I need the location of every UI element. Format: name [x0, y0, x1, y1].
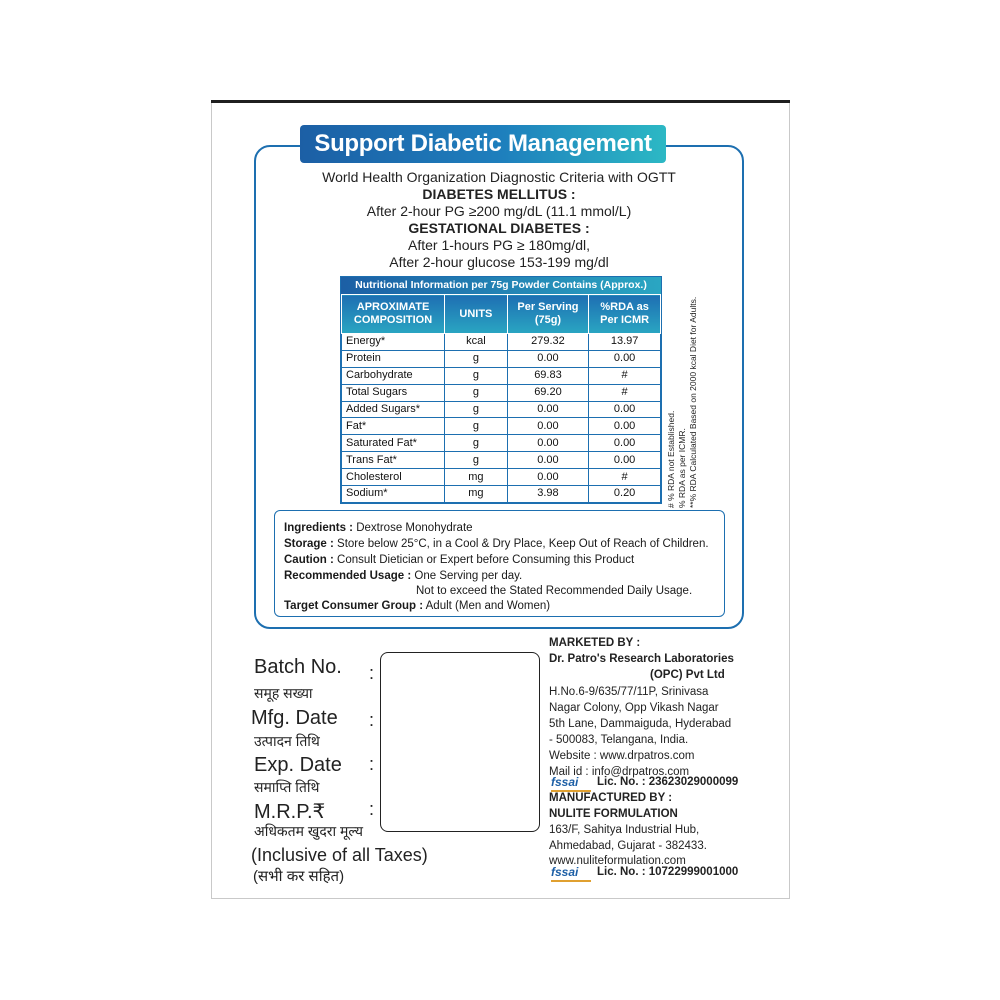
nutrition-row: [342, 334, 661, 351]
mfg-label: Mfg. Date: [251, 707, 338, 729]
nutrient-unit: kcal: [445, 334, 508, 351]
nutrient-name: Trans Fat*: [342, 452, 445, 469]
col-composition: APROXIMATE COMPOSITION: [342, 295, 445, 334]
mrp-label-hindi: अधिकतम खुदरा मूल्य: [254, 823, 363, 839]
batch-details-box: [380, 652, 540, 832]
nutrient-serving: 69.83: [507, 367, 589, 384]
exp-label-hindi: समाप्ति तिथि: [254, 779, 320, 795]
nutrient-serving: 0.00: [507, 418, 589, 435]
col-units: UNITS: [445, 295, 508, 334]
batch-label: Batch No.: [254, 656, 342, 678]
nutrient-name: Energy*: [342, 334, 445, 351]
mrp-label: M.R.P.₹: [254, 801, 326, 823]
nutrient-unit: g: [445, 384, 508, 401]
gd-criteria-1: After 1-hours PG ≥ 180mg/dl,: [408, 237, 590, 253]
mfg-label-hindi: उत्पादन तिथि: [254, 733, 320, 749]
nutrient-serving: 3.98: [507, 486, 589, 503]
nutrient-serving: 279.32: [507, 334, 589, 351]
usage-line: Recommended Usage : One Serving per day.: [284, 570, 523, 582]
nutrient-name: Protein: [342, 350, 445, 367]
nutrient-serving: 0.00: [507, 469, 589, 486]
usage-line-2: Not to exceed the Stated Recommended Daily Usage.: [416, 585, 693, 597]
manufactured-address-2: Ahmedabad, Gujarat - 382433.: [549, 840, 707, 852]
nutrient-unit: g: [445, 401, 508, 418]
nutrition-row: [342, 401, 661, 418]
nutrition-heading: Nutritional Information per 75g Powder Contains (Approx.): [341, 277, 661, 294]
rda-note-1: # % RDA not Established.: [666, 410, 676, 508]
marketed-title: MARKETED BY :: [549, 637, 641, 649]
taxes-label-hindi: (सभी कर सहित): [253, 868, 345, 885]
nutrient-rda: #: [589, 469, 661, 486]
manufactured-website: www.nuliteformulation.com: [549, 855, 686, 867]
marketed-company-2: (OPC) Pvt Ltd: [650, 669, 725, 681]
nutrient-name: Total Sugars: [342, 384, 445, 401]
nutrient-rda: 0.00: [589, 418, 661, 435]
target-line: Target Consumer Group : Adult (Men and Women): [284, 600, 551, 612]
nutrient-unit: g: [445, 452, 508, 469]
manufactured-title: MANUFACTURED BY :: [549, 792, 673, 804]
nutrient-rda: 0.20: [589, 486, 661, 503]
col-per-serving: Per Serving (75g): [507, 295, 589, 334]
marketed-website: Website : www.drpatros.com: [549, 750, 695, 762]
nutrient-rda: 0.00: [589, 435, 661, 452]
rda-footnotes: [666, 282, 706, 508]
nutrient-name: Saturated Fat*: [342, 435, 445, 452]
caution-line: Caution : Consult Dietician or Expert before Consuming this Product: [284, 554, 635, 566]
nutrient-rda: 0.00: [589, 452, 661, 469]
banner-title: Support Diabetic Management: [300, 125, 666, 163]
who-criteria-line: World Health Organization Diagnostic Criteria with OGTT: [322, 169, 676, 185]
nutrition-row: [342, 384, 661, 401]
nutrient-unit: mg: [445, 469, 508, 486]
nutrient-rda: 0.00: [589, 350, 661, 367]
marketed-address-1: H.No.6-9/635/77/11P, Srinivasa: [549, 686, 709, 698]
marketed-address-3: 5th Lane, Dammaiguda, Hyderabad: [549, 718, 732, 730]
taxes-label: (Inclusive of all Taxes): [251, 845, 428, 865]
nutrition-table: [340, 276, 662, 504]
marketed-license: Lic. No. : 23623029000099: [597, 776, 739, 788]
nutrient-rda: #: [589, 367, 661, 384]
batch-colon: :: [369, 663, 375, 683]
marketed-mail: Mail id : info@drpatros.com: [549, 766, 690, 778]
marketed-address-2: Nagar Colony, Opp Vikash Nagar: [549, 702, 719, 714]
nutrient-serving: 69.20: [507, 384, 589, 401]
nutrition-row: [342, 452, 661, 469]
nutrient-serving: 0.00: [507, 350, 589, 367]
nutrition-row: [342, 418, 661, 435]
label-top-edge: [211, 100, 790, 103]
col-rda: %RDA as Per ICMR: [589, 295, 661, 334]
gd-criteria-2: After 2-hour glucose 153-199 mg/dl: [389, 254, 609, 270]
rda-note-2: % RDA as per ICMR.: [677, 428, 687, 508]
ingredients-line: Ingredients : Dextrose Monohydrate: [284, 522, 473, 534]
nutrient-unit: g: [445, 367, 508, 384]
nutrition-row: [342, 367, 661, 384]
dm-title: DIABETES MELLITUS :: [422, 186, 576, 202]
dm-criteria: After 2-hour PG ≥200 mg/dL (11.1 mmol/L): [366, 203, 632, 219]
nutrition-row: [342, 486, 661, 503]
nutrient-serving: 0.00: [507, 435, 589, 452]
exp-colon: :: [369, 754, 375, 774]
fssai-logo: fssai: [551, 775, 579, 789]
nutrient-unit: mg: [445, 486, 508, 503]
manufactured-address-1: 163/F, Sahitya Industrial Hub,: [549, 824, 700, 836]
nutrition-row: [342, 469, 661, 486]
product-info-box: [274, 510, 725, 617]
nutrient-serving: 0.00: [507, 452, 589, 469]
nutrient-name: Cholesterol: [342, 469, 445, 486]
manufactured-license: Lic. No. : 10722999001000: [597, 866, 739, 878]
fssai-logo-2-underline: [551, 880, 591, 882]
nutrient-name: Added Sugars*: [342, 401, 445, 418]
nutrient-unit: g: [445, 435, 508, 452]
nutrient-unit: g: [445, 350, 508, 367]
gd-title: GESTATIONAL DIABETES :: [408, 220, 590, 236]
nutrient-name: Carbohydrate: [342, 367, 445, 384]
fssai-logo-2: fssai: [551, 865, 579, 879]
nutrient-rda: 0.00: [589, 401, 661, 418]
nutrient-serving: 0.00: [507, 401, 589, 418]
marketed-address-4: - 500083, Telangana, India.: [549, 734, 689, 746]
nutrient-name: Sodium*: [342, 486, 445, 503]
nutrition-row: [342, 350, 661, 367]
storage-line: Storage : Store below 25°C, in a Cool & Dry Place, Keep Out of Reach of Children.: [284, 538, 709, 550]
nutrient-name: Fat*: [342, 418, 445, 435]
batch-label-hindi: समूह सख्या: [254, 685, 313, 701]
rda-note-3: **% RDA Calculated Based on 2000 kcal Diet for Adults.: [688, 296, 698, 508]
exp-label: Exp. Date: [254, 754, 342, 776]
nutrient-rda: 13.97: [589, 334, 661, 351]
nutrition-row: [342, 435, 661, 452]
marketed-company: Dr. Patro's Research Laboratories: [549, 653, 734, 665]
mfg-colon: :: [369, 710, 375, 730]
nutrient-unit: g: [445, 418, 508, 435]
nutrient-rda: #: [589, 384, 661, 401]
mrp-colon: :: [369, 799, 375, 819]
manufactured-company: NULITE FORMULATION: [549, 808, 678, 820]
